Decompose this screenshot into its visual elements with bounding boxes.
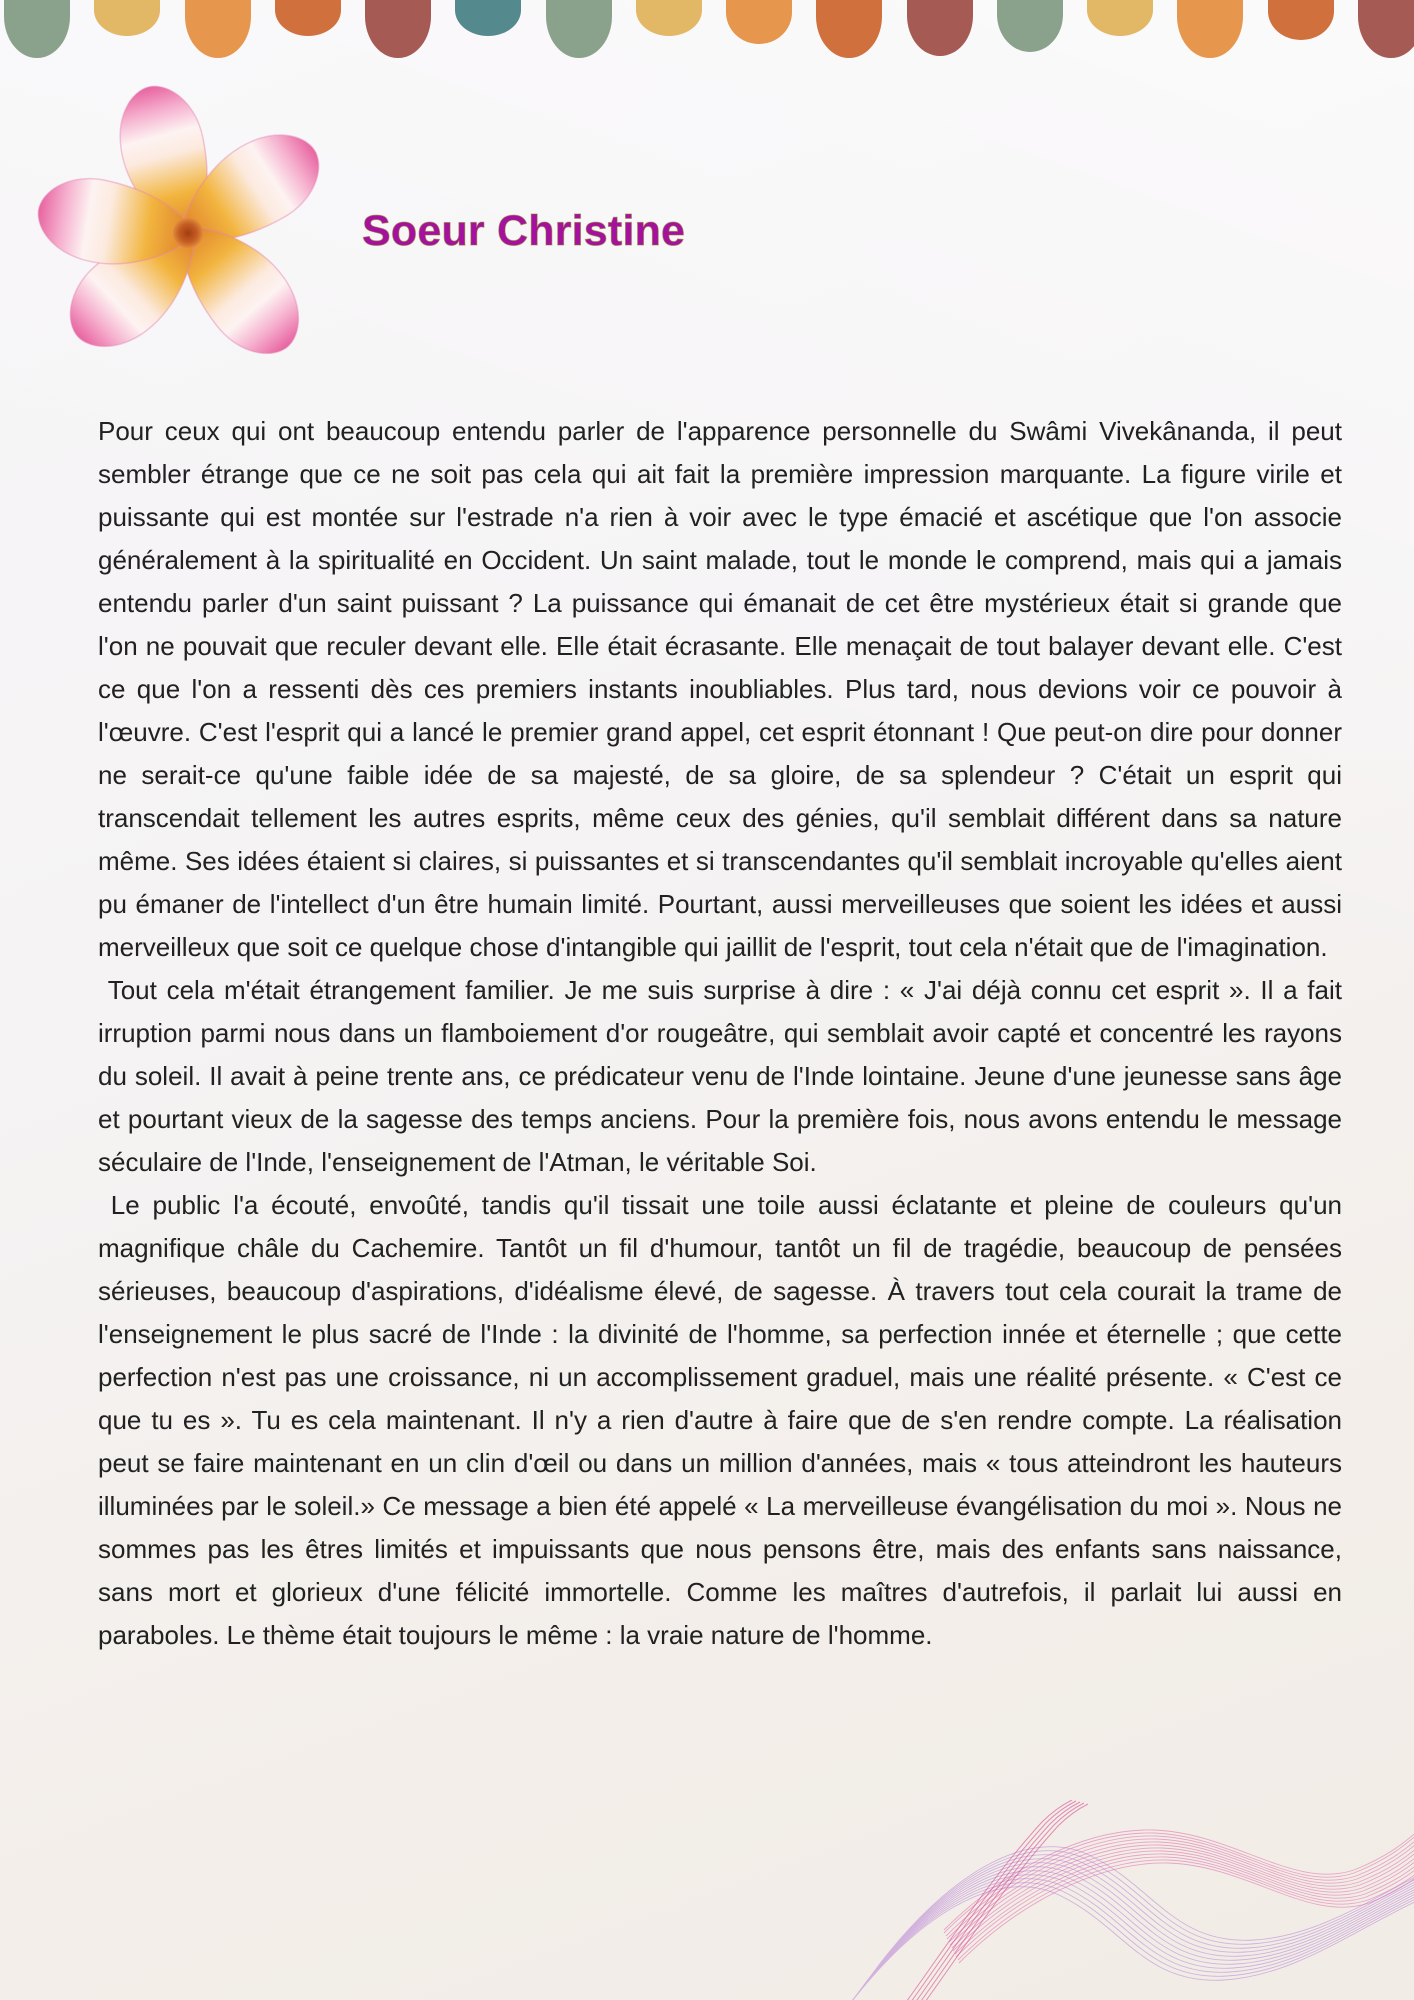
wave-lines-icon — [794, 1800, 1414, 2000]
petal-shape — [907, 0, 973, 56]
petal-shape — [1358, 0, 1414, 58]
article-body — [98, 410, 1350, 1657]
petal-shape — [816, 0, 882, 58]
paragraph-2: Tout cela m'était étrangement familier. Je me suis surprise à dire : « J'ai déjà connu cet esprit ». Il a fait irruption parmi nous dans un flamboiement d'or rougeâtre, qui semblait avoir capté et concentré les rayons du soleil. Il avait à peine trente ans, ce prédicateur venu de l'Inde lointaine. Jeune d'une jeunesse sans âge et pourtant vieux de la sagesse des temps anciens. Pour la première fois, nous avons entendu le message séculaire de l'Inde, l'enseignement de l'Atman, le véritable Soi. — [98, 975, 1350, 1177]
petal-shape — [997, 0, 1063, 52]
petal-shape — [275, 0, 341, 36]
page-title: Soeur Christine — [362, 207, 686, 255]
petal-shape — [726, 0, 792, 44]
petal-shape — [94, 0, 160, 36]
petal-shape — [365, 0, 431, 58]
petal-shape — [1087, 0, 1153, 36]
paragraph-1: Pour ceux qui ont beaucoup entendu parler de l'apparence personnelle du Swâmi Vivekânanda, il peut sembler étrange que ce ne soit pas cela qui ait fait la première impression marquante. La figure virile et puissante qui est montée sur l'estrade n'a rien à voir avec le type émacié et ascétique que l'on associe généralement à la spiritualité en Occident. Un saint malade, tout le monde le comprend, mais qui a jamais entendu parler d'un saint puissant ? La puissance qui émanait de cet être mystérieux était si grande que l'on ne pouvait que reculer devant elle. Elle était écrasante. Elle menaçait de tout balayer devant elle. C'est ce que l'on a ressenti dès ces premiers instants inoubliables. Plus tard, nous devions voir ce pouvoir à l'œuvre. C'est l'esprit qui a lancé le premier grand appel, cet esprit étonnant ! Que peut-on dire pour donner ne serait-ce qu'une faible idée de sa majesté, de sa gloire, de sa splendeur ? C'était un esprit qui transcendait tellement les autres esprits, même ceux des génies, qu'il semblait différent dans sa nature même. Ses idées étaient si claires, si puissantes et si transcendantes qu'il semblait incroyable qu'elles aient pu émaner de l'intellect d'un être humain limité. Pourtant, aussi merveilleuses que soient les idées et aussi merveilleux que soit ce quelque chose d'intangible qui jaillit de l'esprit, tout cela n'était que de l'imagination. — [98, 416, 1350, 962]
petal-shape — [636, 0, 702, 36]
petal-shape — [1268, 0, 1334, 40]
plumeria-flower-icon — [6, 48, 346, 354]
petal-shape — [546, 0, 612, 58]
petal-shape — [455, 0, 521, 36]
petal-shape — [1177, 0, 1243, 58]
paragraph-3: Le public l'a écouté, envoûté, tandis qu'il tissait une toile aussi éclatante et pleine de couleurs qu'un magnifique châle du Cachemire. Tantôt un fil d'humour, tantôt un fil de tragédie, beaucoup de pensées sérieuses, beaucoup d'aspirations, d'idéalisme élevé, de sagesse. À travers tout cela courait la trame de l'enseignement le plus sacré de l'Inde : la divinité de l'homme, sa perfection innée et éternelle ; que cette perfection n'est pas une croissance, ni un accomplissement graduel, mais une réalité présente. « C'est ce que tu es ». Tu es cela maintenant. Il n'y a rien d'autre à faire que de s'en rendre compte. La réalisation peut se faire maintenant en un clin d'œil ou dans un million d'années, mais « tous atteindront les hauteurs illuminées par le soleil.» Ce message a bien été appelé « La merveilleuse évangélisation du moi ». Nous ne sommes pas les êtres limités et impuissants que nous pensons être, mais des enfants sans naissance, sans mort et glorieux d'une félicité immortelle. Comme les maîtres d'autrefois, il parlait lui aussi en paraboles. Le thème était toujours le même : la vraie nature de l'homme. — [98, 1190, 1350, 1650]
